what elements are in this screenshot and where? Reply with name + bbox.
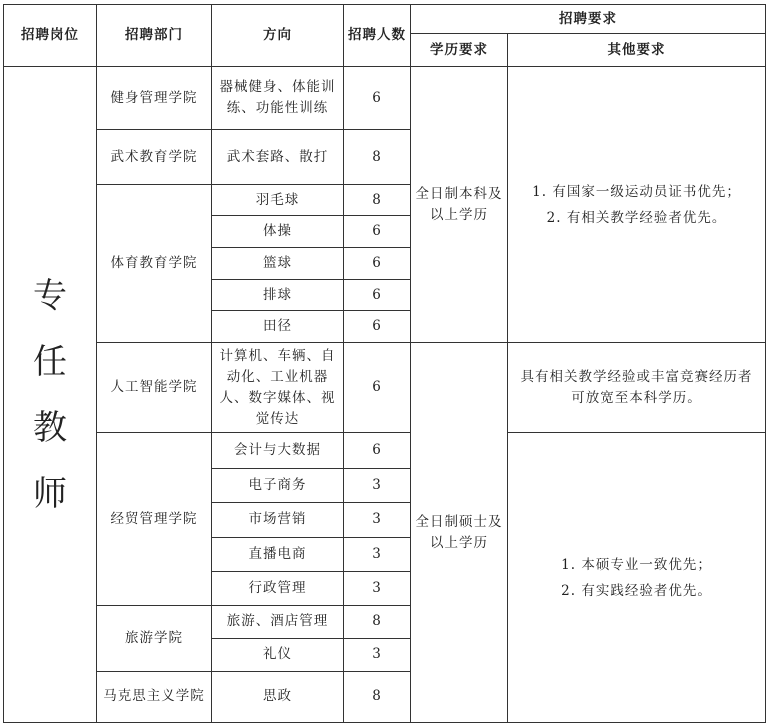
position-cell — [4, 67, 97, 723]
direction-cell: 旅游、酒店管理 — [212, 605, 344, 638]
direction-cell: 体操 — [212, 216, 344, 248]
count-cell: 3 — [344, 468, 411, 502]
count-cell: 3 — [344, 638, 411, 671]
direction-cell: 行政管理 — [212, 571, 344, 605]
department-cell: 人工智能学院 — [97, 343, 212, 433]
direction-cell: 思政 — [212, 671, 344, 722]
other-requirements-cell — [508, 433, 766, 723]
header-other: 其他要求 — [508, 34, 766, 67]
direction-cell: 羽毛球 — [212, 185, 344, 216]
header-requirements: 招聘要求 — [411, 5, 766, 34]
direction-cell: 电子商务 — [212, 468, 344, 502]
requirement-line: 1. 本硕专业一致优先； — [561, 556, 712, 573]
count-cell: 6 — [344, 343, 411, 433]
recruitment-table — [3, 4, 766, 723]
header-department: 招聘部门 — [97, 5, 212, 67]
requirement-line: 2. 有相关教学经验者优先。 — [546, 209, 727, 226]
requirement-line: 1. 有国家一级运动员证书优先； — [532, 183, 741, 200]
education-cell: 全日制硕士及以上学历 — [411, 343, 508, 723]
position-char: 任 — [33, 341, 67, 382]
count-cell: 3 — [344, 537, 411, 571]
direction-cell: 会计与大数据 — [212, 433, 344, 468]
direction-cell: 器械健身、体能训练、功能性训练 — [212, 67, 344, 130]
requirement-line: 2. 有实践经验者优先。 — [561, 582, 712, 599]
position-char: 专 — [33, 275, 67, 316]
count-cell: 8 — [344, 671, 411, 722]
count-cell: 8 — [344, 605, 411, 638]
count-cell: 8 — [344, 185, 411, 216]
count-cell: 6 — [344, 433, 411, 468]
count-cell: 3 — [344, 502, 411, 537]
department-cell: 武术教育学院 — [97, 130, 212, 185]
count-cell: 6 — [344, 280, 411, 311]
direction-cell: 礼仪 — [212, 638, 344, 671]
count-cell: 8 — [344, 130, 411, 185]
department-cell: 健身管理学院 — [97, 67, 212, 130]
other-requirements-cell: 具有相关教学经验或丰富竞赛经历者可放宽至本科学历。 — [508, 343, 766, 433]
count-cell: 6 — [344, 311, 411, 343]
direction-cell: 市场营销 — [212, 502, 344, 537]
count-cell: 6 — [344, 216, 411, 248]
department-cell: 旅游学院 — [97, 605, 212, 671]
direction-cell: 排球 — [212, 280, 344, 311]
direction-cell: 田径 — [212, 311, 344, 343]
direction-cell: 直播电商 — [212, 537, 344, 571]
position-char: 师 — [33, 473, 67, 514]
education-cell: 全日制本科及以上学历 — [411, 67, 508, 343]
header-position: 招聘岗位 — [4, 5, 97, 67]
department-cell: 马克思主义学院 — [97, 671, 212, 722]
department-cell: 体育教育学院 — [97, 185, 212, 343]
other-requirements-cell — [508, 67, 766, 343]
direction-cell: 篮球 — [212, 248, 344, 280]
count-cell: 3 — [344, 571, 411, 605]
direction-cell: 武术套路、散打 — [212, 130, 344, 185]
count-cell: 6 — [344, 67, 411, 130]
header-direction: 方向 — [212, 5, 344, 67]
position-char: 教 — [33, 407, 67, 448]
header-education: 学历要求 — [411, 34, 508, 67]
count-cell: 6 — [344, 248, 411, 280]
direction-cell: 计算机、车辆、自动化、工业机器人、数字媒体、视觉传达 — [212, 343, 344, 433]
department-cell: 经贸管理学院 — [97, 433, 212, 605]
header-count: 招聘人数 — [344, 5, 411, 67]
